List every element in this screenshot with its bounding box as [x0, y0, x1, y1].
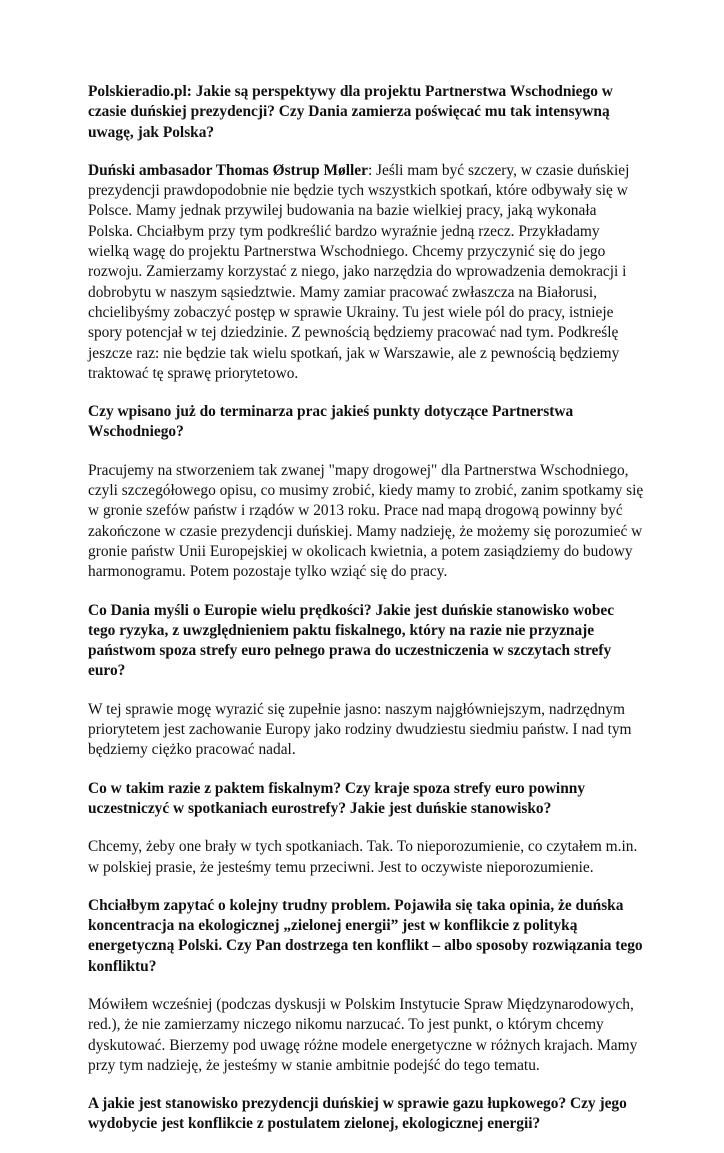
answer-paragraph: Pracujemy na stworzeniem tak zwanej "mapy drogowej" dla Partnerstwa Wschodniego, czyli szczegółowego opisu, co musimy zrobić, kiedy mamy to zrobić, zanim spotkamy się w gronie szefów państw i rządów w 2013 roku. Prace nad mapą drogową powinny być zakończone w czasie prezydencji duńskiej. Mamy nadzieję, że możemy się porozumieć w gronie państw Unii Europejskiej w okolicach kwietnia, a potem zasiądziemy do budowy harmonogramu. Potem pozostaje tylko wziąć się do pracy.: [88, 461, 644, 581]
answer-paragraph: Mówiłem wcześniej (podczas dyskusji w Polskim Instytucie Spraw Międzynarodowych, red.), że nie zamierzamy niczego nikomu narzucać. To jest punkt, o którym chcemy dyskutować. Bierzemy pod uwagę różne modele energetyczne w różnych krajach. Mamy przy tym nadzieję, że jesteśmy w stanie ambitnie podejść do tego tematu.: [88, 995, 638, 1074]
question-paragraph: Polskieradio.pl: Jakie są perspektywy dla projektu Partnerstwa Wschodniego w czasie duńskiej prezydencji? Czy Dania zamierza poświęcać mu tak intensywną uwagę, jak Polska?: [88, 83, 613, 141]
answer-paragraph: [88, 161, 644, 384]
question-paragraph: A jakie jest stanowisko prezydencji duńskiej w sprawie gazu łupkowego? Czy jego wydobycie jest konflikcie z postulatem zielonej, ekologicznej energii?: [88, 1095, 627, 1133]
question-paragraph: Chciałbym zapytać o kolejny trudny problem. Pojawiła się taka opinia, że duńska koncentracja na ekologicznej „zielonej energii” jest w konflikcie z polityką energetyczną Polski. Czy Pan dostrzega ten konflikt – albo sposoby rozwiązania tego konfliktu?: [88, 896, 643, 975]
question-paragraph: Co Dania myśli o Europie wielu prędkości? Jakie jest duńskie stanowisko wobec tego ryzyka, z uwzględnieniem paktu fiskalnego, który na razie nie przyznaje państwom spoza strefy euro pełnego prawa do uczestniczenia w szczytach strefy euro?: [88, 601, 615, 680]
answer-text: : Jeśli mam być szczery, w czasie duńskiej prezydencji prawdopodobnie nie będzie tych wszystkich spotkań, które odbywały się w Polsce. Mamy jednak przywilej budowania na bazie wielkiej pracy, jaką wykonała Polska. Chciałbym przy tym podkreślić bardzo wyraźnie jedną rzecz. Przykładamy wielką wagę do projektu Partnerstwa Wschodniego. Chcemy przyczynić się do jego rozwoju. Zamierzamy korzystać z niego, jako narzędzia do wprowadzenia demokracji i dobrobytu w naszym sąsiedztwie. Mamy zamiar pracować zwłaszcza na Białorusi, chcielibyśmy zobaczyć postęp w sprawie Ukrainy. Tu jest wiele pól do pracy, istnieje spory potencjał w tej dziedzinie. Z pewnością będziemy pracować nad tym. Podkreślę jeszcze raz: nie będzie tak wielu spotkań, jak w Warszawie, ale z pewnością będziemy traktować tę sprawę priorytetowo.: [88, 161, 630, 382]
answer-paragraph: W tej sprawie mogę wyrazić się zupełnie jasno: naszym najgłówniejszym, nadrzędnym priorytetem jest zachowanie Europy jako rodziny dwudziestu siedmiu państw. I nad tym będziemy ciężko pracować nadal.: [88, 700, 632, 759]
speaker-name: Duński ambasador Thomas Østrup Møller: [88, 161, 368, 179]
answer-paragraph: Chcemy, żeby one brały w tych spotkaniach. Tak. To nieporozumienie, co czytałem m.in. w polskiej prasie, że jesteśmy temu przeciwni. Jest to oczywiste nieporozumienie.: [88, 838, 638, 876]
question-paragraph: Czy wpisano już do terminarza prac jakieś punkty dotyczące Partnerstwa Wschodniego?: [88, 403, 574, 441]
question-paragraph: Co w takim razie z paktem fiskalnym? Czy kraje spoza strefy euro powinny uczestniczyć w spotkaniach eurostrefy? Jakie jest duńskie stanowisko?: [88, 779, 586, 817]
document-body: [88, 82, 644, 1153]
